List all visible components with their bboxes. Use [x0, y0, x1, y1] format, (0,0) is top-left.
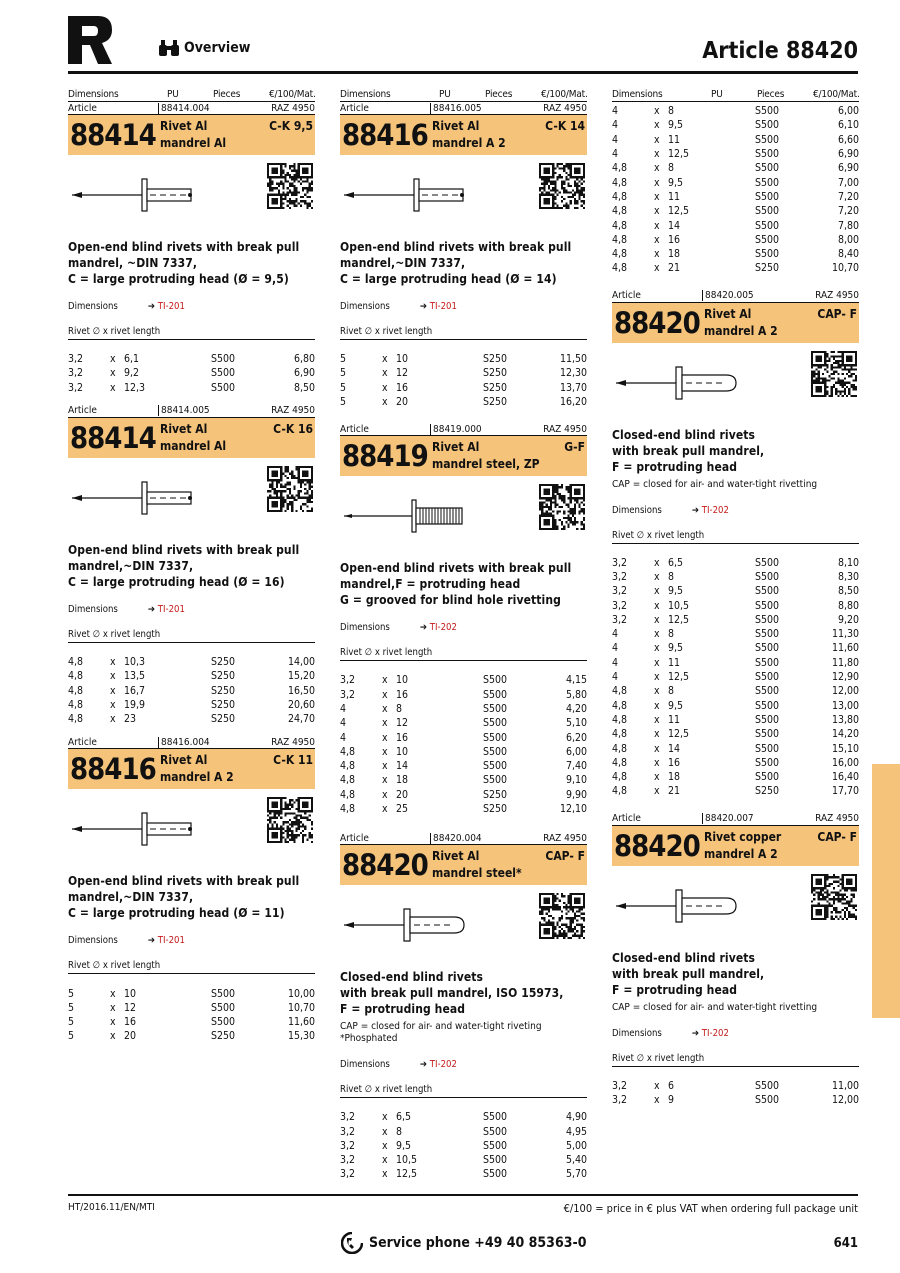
article-row: Article 88416.005 RAZ 4950 — [340, 102, 587, 114]
product-title: Open-end blind rivets with break pull mandrel,~DIN 7337, C = large protruding head (Ø = 14) — [340, 240, 572, 286]
product-illustration — [340, 885, 587, 969]
product-code: G-F — [564, 440, 585, 455]
table-row: 4,8 x 19,9 S 250 20,60 — [68, 698, 315, 711]
table-row: 5 x 20 S 250 16,20 — [340, 396, 587, 409]
table-row: 5 x 12 S 500 10,70 — [68, 1001, 315, 1014]
product-title: Open-end blind rivets with break pull mandrel,F = protruding head G = grooved for blind hole rivetting — [340, 561, 572, 608]
column-3 — [612, 86, 859, 1107]
footer-code: HT/2016.11/EN/MTI — [68, 1202, 155, 1213]
table-row: 4,8 x 8 S 500 12,00 — [612, 685, 859, 698]
article-number: 88416.005 — [430, 103, 520, 114]
product-illustration — [612, 866, 859, 950]
qr-code-icon[interactable] — [539, 163, 585, 209]
table-row: 4 x 12 S 500 5,10 — [340, 717, 587, 730]
article-number: 88420.007 — [702, 813, 792, 824]
product-block — [68, 405, 315, 726]
column-header: Dimensions PU Pieces €/100/Mat. — [68, 86, 315, 102]
product-desc: Rivet Al mandrel A 2 — [160, 753, 234, 785]
table-row: 4,8 x 18 S 500 9,10 — [340, 774, 587, 787]
product-code: CAP- F — [545, 849, 585, 864]
price-table — [612, 556, 859, 799]
article-row: Article 88420.004 RAZ 4950 — [340, 832, 587, 844]
product-desc: Rivet Al mandrel A 2 — [432, 119, 506, 150]
table-row: 4,8 x 14 S 500 7,40 — [340, 760, 587, 773]
product-number: 88420 — [342, 848, 428, 883]
table-row: 5 x 10 S 500 10,00 — [68, 987, 315, 1000]
table-row: 3,2 x 10 S 500 4,15 — [340, 674, 587, 687]
product-desc: Rivet Al mandrel steel, ZP — [432, 440, 540, 472]
table-row: 4 x 12,5 S 500 6,90 — [612, 148, 859, 161]
rivet-grooved-icon — [342, 498, 468, 534]
product-block — [340, 832, 587, 1181]
article-row: Article 88419.000 RAZ 4950 — [340, 423, 587, 435]
article-row: Article 88414.005 RAZ 4950 — [68, 405, 315, 417]
dimensions-ref[interactable]: Dimensions ➔ TI-201 — [68, 935, 185, 947]
product-note: CAP = closed for air- and water-tight rivetting — [612, 478, 818, 490]
table-row: 4,8 x 11 S 500 13,80 — [612, 713, 859, 726]
table-row: 4,8 x 23 S 250 24,70 — [68, 713, 315, 726]
product-desc: Rivet Al mandrel Al — [160, 119, 227, 150]
table-row: 3,2 x 9,2 S 500 6,90 — [68, 367, 315, 380]
table-row: 4 x 8 S 500 11,30 — [612, 628, 859, 641]
table-row: 3,2 x 10,5 S 500 5,40 — [340, 1154, 587, 1167]
rivet-length-header: Rivet ∅ x rivet length — [340, 1084, 587, 1098]
article-number: 88416.004 — [158, 737, 248, 748]
product-title: Closed-end blind rivets with break pull mandrel, ISO 15973, F = protruding head — [340, 970, 564, 1017]
side-tab — [872, 764, 900, 1018]
table-row: 5 x 16 S 250 13,70 — [340, 381, 587, 394]
rivet-length-header: Rivet ∅ x rivet length — [340, 647, 587, 661]
rivet-large-head-icon — [342, 177, 468, 213]
product-band — [340, 845, 587, 885]
table-row: 4,8 x 11 S 500 7,20 — [612, 190, 859, 203]
page-number: 641 — [833, 1236, 858, 1251]
article-number: 88414.005 — [158, 405, 248, 416]
product-code: C-K 14 — [545, 119, 585, 133]
article-row: Article 88414.004 RAZ 4950 — [68, 102, 315, 114]
product-number: 88420 — [614, 305, 700, 340]
article-number: 88414.004 — [158, 103, 248, 114]
table-row: 4 x 11 S 500 6,60 — [612, 133, 859, 146]
dimensions-ref[interactable]: Dimensions ➔ TI-201 — [68, 301, 185, 312]
rivet-length-header: Rivet ∅ x rivet length — [612, 1053, 859, 1067]
product-band — [68, 418, 315, 458]
bottom-divider — [68, 1194, 858, 1196]
product-code: C-K 11 — [273, 753, 313, 768]
overview-link[interactable] — [158, 40, 250, 56]
table-row: 4,8 x 21 S 250 17,70 — [612, 785, 859, 798]
rivet-length-header: Rivet ∅ x rivet length — [68, 326, 315, 340]
table-row: 3,2 x 12,5 S 500 5,70 — [340, 1168, 587, 1181]
product-number: 88419 — [342, 439, 428, 474]
binoculars-icon — [158, 40, 180, 56]
product-band — [612, 303, 859, 343]
qr-code-icon[interactable] — [267, 163, 313, 209]
article-number: 88420.004 — [430, 833, 520, 844]
rivet-large-head-icon — [70, 177, 196, 213]
table-row: 3,2 x 6,5 S 500 8,10 — [612, 556, 859, 569]
table-row: 4,8 x 18 S 500 16,40 — [612, 771, 859, 784]
table-row: 3,2 x 8 S 500 8,30 — [612, 571, 859, 583]
brand-logo — [68, 16, 114, 64]
product-desc: Rivet copper mandrel A 2 — [704, 829, 782, 861]
price-table — [68, 352, 315, 395]
overview-label: Overview — [184, 40, 251, 56]
footer-price-note: €/100 = price in € plus VAT when ordering full package unit — [563, 1202, 858, 1215]
product-desc: Rivet Al mandrel A 2 — [704, 306, 778, 338]
product-band — [68, 749, 315, 789]
product-illustration — [340, 155, 587, 239]
qr-code-icon[interactable] — [267, 797, 313, 843]
table-row: 3,2 x 12,5 S 500 9,20 — [612, 613, 859, 626]
table-row: 4 x 16 S 500 6,20 — [340, 731, 587, 744]
product-code: CAP- F — [817, 306, 857, 321]
price-table — [612, 104, 859, 276]
product-number: 88420 — [614, 828, 700, 863]
table-row: 4,8 x 20 S 250 9,90 — [340, 788, 587, 801]
dimensions-ref[interactable]: Dimensions ➔ TI-202 — [612, 1027, 729, 1039]
product-band — [340, 436, 587, 476]
column-header: Dimensions PU Pieces €/100/Mat. — [340, 86, 587, 102]
product-illustration — [612, 343, 859, 427]
product-block — [68, 736, 315, 1043]
price-table — [68, 986, 315, 1043]
product-illustration — [68, 155, 315, 239]
price-table — [68, 655, 315, 726]
table-row: 4 x 8 S 500 6,00 — [612, 105, 859, 118]
table-row: 4,8 x 12,5 S 500 14,20 — [612, 728, 859, 741]
service-phone[interactable] — [341, 1232, 586, 1254]
rivet-closed-end-icon — [342, 907, 468, 943]
product-title: Closed-end blind rivets with break pull mandrel, F = protruding head — [612, 427, 765, 474]
product-illustration — [68, 789, 315, 873]
table-row: 3,2 x 10,5 S 500 8,80 — [612, 599, 859, 612]
product-illustration — [340, 476, 587, 560]
qr-code-icon[interactable] — [539, 484, 585, 530]
table-row: 4,8 x 14 S 500 7,80 — [612, 219, 859, 232]
product-code: C-K 16 — [273, 421, 313, 436]
price-table — [612, 1079, 859, 1108]
table-row: 4,8 x 14 S 500 15,10 — [612, 742, 859, 755]
page-title: Article 88420 — [702, 38, 858, 64]
table-row: 3,2 x 9,5 S 500 8,50 — [612, 585, 859, 598]
article-row: Article 88416.004 RAZ 4950 — [68, 736, 315, 748]
product-code: C-K 9,5 — [269, 119, 313, 133]
product-note: CAP = closed for air- and water-tight riveting *Phosphated — [340, 1021, 542, 1045]
product-title: Open-end blind rivets with break pull mandrel,~DIN 7337, C = large protruding head (Ø = 11) — [68, 874, 300, 921]
column-2 — [340, 86, 587, 1182]
product-number: 88416 — [342, 118, 428, 152]
rivet-large-head-icon — [70, 811, 196, 847]
product-number: 88414 — [70, 118, 156, 152]
product-block — [68, 102, 315, 395]
table-row: 4,8 x 16,7 S 250 16,50 — [68, 684, 315, 697]
product-title: Open-end blind rivets with break pull mandrel, ~DIN 7337, C = large protruding head (Ø = 9,5) — [68, 240, 300, 286]
table-row: 5 x 12 S 250 12,30 — [340, 367, 587, 380]
table-row: 4 x 9,5 S 500 6,10 — [612, 119, 859, 132]
product-desc: Rivet Al mandrel Al — [160, 421, 227, 453]
rivet-length-header: Rivet ∅ x rivet length — [340, 326, 587, 340]
table-row: 4 x 8 S 500 4,20 — [340, 702, 587, 715]
table-row: 5 x 10 S 250 11,50 — [340, 353, 587, 366]
table-row: 5 x 20 S 250 15,30 — [68, 1030, 315, 1043]
service-phone-label: Service phone +49 40 85363-0 — [369, 1235, 587, 1251]
table-row: 4,8 x 25 S 250 12,10 — [340, 803, 587, 815]
article-number: 88420.005 — [702, 290, 792, 301]
table-row: 4,8 x 16 S 500 16,00 — [612, 756, 859, 769]
qr-code-icon[interactable] — [811, 351, 857, 397]
table-row: 4,8 x 9,5 S 500 7,00 — [612, 176, 859, 189]
table-row: 4 x 11 S 500 11,80 — [612, 656, 859, 669]
qr-code-icon[interactable] — [267, 466, 313, 512]
table-row: 4,8 x 8 S 500 6,90 — [612, 162, 859, 175]
table-row: 3,2 x 6,1 S 500 6,80 — [68, 353, 315, 366]
rivet-closed-end-icon — [614, 888, 740, 924]
dimensions-ref[interactable]: Dimensions ➔ TI-202 — [340, 1059, 457, 1071]
product-block — [612, 813, 859, 1108]
product-code: CAP- F — [817, 829, 857, 844]
rivet-length-header: Rivet ∅ x rivet length — [68, 629, 315, 643]
dimensions-ref[interactable]: Dimensions ➔ TI-201 — [68, 603, 185, 615]
product-block — [340, 423, 587, 816]
article-row: Article 88420.007 RAZ 4950 — [612, 813, 859, 825]
rivet-closed-end-icon — [614, 365, 740, 401]
product-block — [340, 102, 587, 409]
table-row: 3,2 x 6,5 S 500 4,90 — [340, 1111, 587, 1124]
table-row: 5 x 16 S 500 11,60 — [68, 1016, 315, 1029]
qr-code-icon[interactable] — [539, 893, 585, 939]
product-title: Closed-end blind rivets with break pull mandrel, F = protruding head — [612, 950, 765, 997]
table-row: 4,8 x 13,5 S 250 15,20 — [68, 670, 315, 683]
table-row: 4,8 x 18 S 500 8,40 — [612, 248, 859, 261]
dimensions-ref[interactable]: Dimensions ➔ TI-201 — [340, 301, 457, 312]
article-row: Article 88420.005 RAZ 4950 — [612, 290, 859, 302]
table-row: 4,8 x 10 S 500 6,00 — [340, 745, 587, 758]
price-table — [340, 1110, 587, 1181]
table-row: 4,8 x 10,3 S 250 14,00 — [68, 656, 315, 669]
product-band — [68, 115, 315, 155]
product-number: 88414 — [70, 420, 156, 455]
rivet-length-header: Rivet ∅ x rivet length — [68, 960, 315, 974]
table-row: 4 x 12,5 S 500 12,90 — [612, 671, 859, 684]
table-row: 4 x 9,5 S 500 11,60 — [612, 642, 859, 655]
rivet-length-header: Rivet ∅ x rivet length — [612, 530, 859, 544]
table-row: 3,2 x 6 S 500 11,00 — [612, 1079, 859, 1092]
column-header: Dimensions PU Pieces €/100/Mat. — [612, 86, 859, 102]
product-number: 88416 — [70, 752, 156, 787]
product-note: CAP = closed for air- and water-tight rivetting — [612, 1001, 818, 1013]
table-row: 3,2 x 12,3 S 500 8,50 — [68, 381, 315, 394]
price-table — [340, 673, 587, 816]
dimensions-ref[interactable]: Dimensions ➔ TI-202 — [612, 504, 729, 516]
dimensions-ref[interactable]: Dimensions ➔ TI-202 — [340, 622, 457, 634]
rivet-large-head-icon — [70, 480, 196, 516]
table-row: 3,2 x 9 S 500 12,00 — [612, 1094, 859, 1107]
table-row: 4,8 x 21 S 250 10,70 — [612, 262, 859, 275]
product-band — [612, 826, 859, 866]
product-band — [340, 115, 587, 155]
phone-icon — [341, 1232, 363, 1254]
product-desc: Rivet Al mandrel steel* — [432, 849, 522, 881]
table-row: 3,2 x 9,5 S 500 5,00 — [340, 1139, 587, 1152]
column-1 — [68, 86, 315, 1044]
table-row: 3,2 x 16 S 500 5,80 — [340, 688, 587, 701]
table-row: 4,8 x 9,5 S 500 13,00 — [612, 699, 859, 712]
article-number: 88419.000 — [430, 424, 520, 435]
product-title: Open-end blind rivets with break pull mandrel,~DIN 7337, C = large protruding head (Ø = 16) — [68, 542, 300, 589]
table-row: 3,2 x 8 S 500 4,95 — [340, 1125, 587, 1138]
top-divider — [68, 71, 858, 74]
price-table — [340, 352, 587, 409]
qr-code-icon[interactable] — [811, 874, 857, 920]
product-block — [612, 290, 859, 799]
table-row: 4,8 x 12,5 S 500 7,20 — [612, 205, 859, 218]
table-row: 4,8 x 16 S 500 8,00 — [612, 233, 859, 246]
product-illustration — [68, 458, 315, 542]
